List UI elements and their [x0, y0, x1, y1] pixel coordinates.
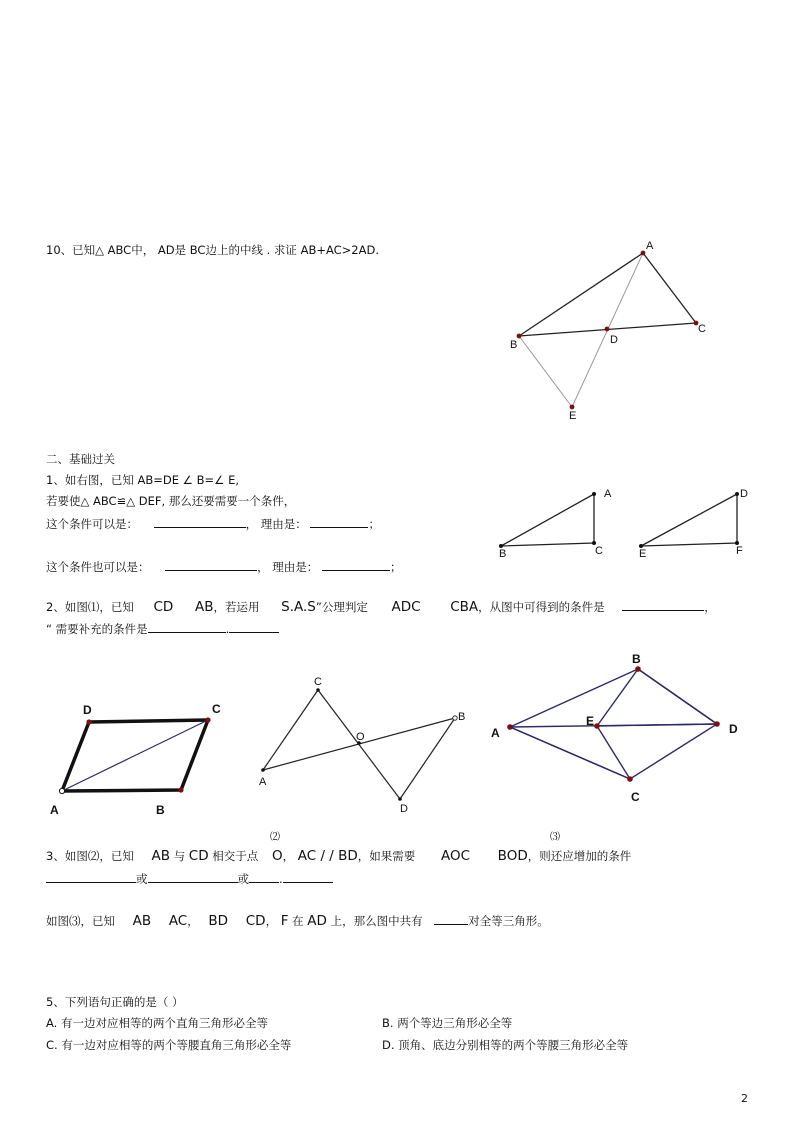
- point-a: [261, 768, 265, 772]
- fig2-label-a: A: [259, 776, 267, 788]
- q1-label-a: A: [604, 488, 612, 500]
- q1-figure-abc: [499, 492, 596, 548]
- q2-dot: .: [225, 622, 230, 636]
- q4-ad: AD: [307, 913, 327, 929]
- q4-ab: AB: [132, 913, 152, 929]
- fig1-parallelogram: [59, 717, 210, 793]
- fig3-caption: ⑶: [550, 832, 560, 843]
- q10-label-c: C: [698, 323, 706, 335]
- fig2-bowtie: [261, 688, 457, 801]
- segment-ce: [597, 726, 630, 779]
- q2-axiom: ”公理判定: [315, 600, 368, 614]
- point-d: [735, 492, 739, 496]
- q2-cba: CBA: [450, 599, 479, 615]
- point-a: [59, 788, 64, 793]
- q1-line4-end: ；: [389, 560, 402, 574]
- q3-end-dot: .: [279, 872, 283, 886]
- q10-label-e: E: [569, 410, 577, 422]
- q3-blank-4[interactable]: [283, 870, 333, 883]
- q4-prefix: 如图⑶，已知: [46, 914, 115, 928]
- q3-comma: ，: [282, 849, 295, 863]
- q3-or-1: 或: [136, 872, 148, 886]
- q3-blank-3[interactable]: [249, 870, 279, 883]
- fig1-label-c: C: [212, 702, 221, 716]
- q2-using: ，若运用: [213, 600, 260, 614]
- q4-comma-1: ，: [187, 914, 199, 928]
- q10-label-b: B: [510, 339, 518, 351]
- point-b: [517, 334, 522, 339]
- q4-on: 在: [292, 914, 304, 928]
- q4-line: [46, 912, 549, 929]
- point-d: [714, 721, 720, 727]
- q2-line2: [46, 620, 279, 637]
- q2-known: ，从图中可得到的条件是: [478, 600, 605, 614]
- segment-ac: [263, 690, 318, 770]
- q2-blank-3[interactable]: [229, 620, 279, 633]
- fig3-label-e: E: [586, 714, 595, 728]
- fig3-label-d: D: [729, 722, 738, 736]
- q4-comma-2: ，: [265, 914, 278, 928]
- q4-bd: BD: [208, 913, 229, 929]
- q4-total: 上，那么图中共有: [330, 914, 423, 928]
- q2-prefix: 2、如图⑴，已知: [46, 600, 134, 614]
- triangle-abc: [501, 494, 594, 546]
- point-b: [635, 666, 641, 672]
- fig2-caption: ⑵: [270, 832, 280, 843]
- q3-acbd: AC / / BD: [297, 848, 358, 864]
- segment-ed: [597, 724, 717, 726]
- q5-option-c: C. 有一边对应相等的两个等腰直角三角形必全等: [46, 1038, 292, 1052]
- page-number: 2: [741, 1092, 748, 1105]
- q3-blank-2[interactable]: [148, 870, 238, 883]
- q2-blank-2[interactable]: [148, 620, 226, 633]
- point-b: [453, 716, 457, 720]
- q1-line4-reason: ， 理由是：: [257, 560, 319, 574]
- q2-comma: ，: [704, 600, 716, 614]
- point-c: [205, 717, 210, 722]
- segment-ac: [643, 253, 696, 323]
- q1-line4: [46, 558, 401, 575]
- fig3-label-b: B: [632, 652, 641, 666]
- q1-line2: 若要使△ ABC≌△ DEF, 那么还要需要一个条件，: [46, 494, 296, 508]
- q5-stem: 5、下列语句正确的是（ ）: [46, 995, 184, 1009]
- q1-line3-end: ；: [368, 517, 380, 531]
- q3-line1: [46, 848, 631, 864]
- point-c: [627, 776, 633, 782]
- point-d: [398, 797, 402, 801]
- fig3-label-c: C: [631, 790, 640, 804]
- point-d: [605, 327, 610, 332]
- q4-end: 对全等三角形。: [468, 914, 549, 928]
- q5-option-d: D. 顶角、底边分别相等的两个等腰三角形必全等: [382, 1038, 629, 1052]
- q1-label-f: F: [736, 545, 743, 557]
- q1-label-e: E: [639, 548, 647, 560]
- q3-or-2: 或: [237, 872, 249, 886]
- point-b: [178, 787, 183, 792]
- q10-label-a: A: [646, 240, 654, 252]
- q10-figure: [517, 251, 699, 410]
- q3-add: ，则还应增加的条件: [527, 849, 632, 863]
- q2-blank-1[interactable]: [622, 598, 704, 611]
- q3-prefix: 3、如图⑵，已知: [46, 849, 134, 863]
- fig2-label-o: O: [356, 731, 365, 743]
- q3-cd: CD: [188, 848, 209, 864]
- q1-label-d: D: [740, 488, 748, 500]
- q3-line2: [46, 870, 333, 887]
- fig1-label-d: D: [83, 703, 92, 717]
- q1-blank-1[interactable]: [154, 515, 246, 528]
- point-a: [592, 492, 596, 496]
- section-heading: 二、基础过关: [46, 452, 115, 466]
- segment-ac: [510, 727, 630, 779]
- q2-ab: AB: [194, 599, 214, 615]
- q3-ifneed: ，如果需要: [357, 849, 416, 863]
- point-a: [507, 724, 513, 730]
- fig1-label-a: A: [50, 803, 59, 817]
- point-d: [86, 719, 91, 724]
- fig3-label-a: A: [491, 726, 500, 740]
- q1-blank-2[interactable]: [310, 515, 368, 528]
- q2-adc: ADC: [391, 599, 421, 615]
- q4-blank[interactable]: [434, 912, 468, 925]
- point-e: [570, 405, 575, 410]
- segment-be: [519, 336, 572, 407]
- triangle-def: [641, 494, 737, 546]
- point-e: [594, 723, 600, 729]
- q2-cd: CD: [153, 599, 174, 615]
- q1-blank-3[interactable]: [165, 558, 257, 571]
- q1-figure-def: [639, 492, 739, 548]
- q1-line3-reason: ， 理由是：: [245, 517, 307, 531]
- q4-f: F: [280, 913, 289, 929]
- q3-aoc: AOC: [440, 848, 471, 864]
- fig3-kite: [507, 666, 720, 782]
- fig2-label-d: D: [400, 803, 408, 815]
- q3-and: 与: [173, 849, 186, 863]
- q5-option-a: A. 有一边对应相等的两个直角三角形必全等: [46, 1016, 268, 1030]
- fig2-label-c: C: [314, 676, 322, 688]
- point-c: [316, 688, 320, 692]
- q1-label-c: C: [595, 545, 603, 557]
- q10-text: 10、已知△ ABC中， AD是 BC边上的中线 . 求证 AB+AC>2AD.: [46, 243, 380, 257]
- q1-line1: 1、如右图，已知 AB=DE ∠ B=∠ E,: [46, 473, 240, 487]
- q10-label-d: D: [610, 334, 618, 346]
- q1-line4-prefix: 这个条件也可以是：: [46, 560, 150, 574]
- q4-ac: AC: [168, 913, 188, 929]
- fig2-label-b: B: [458, 711, 466, 723]
- q1-label-b: B: [499, 548, 507, 560]
- q4-cd: CD: [245, 913, 266, 929]
- q1-line3-prefix: 这个条件可以是：: [46, 517, 138, 531]
- q1-line3: [46, 515, 380, 532]
- q2-line1: [46, 598, 716, 615]
- point-a: [641, 251, 646, 256]
- q2-supplement: “ 需要补充的条件是: [46, 622, 148, 636]
- fig1-label-b: B: [156, 803, 165, 817]
- q5-option-b: B. 两个等边三角形必全等: [382, 1016, 513, 1030]
- q3-intersect: 相交于点: [212, 849, 259, 863]
- q3-blank-1[interactable]: [46, 870, 136, 883]
- q3-bod: BOD: [497, 848, 528, 864]
- q2-sas: S.A.S: [281, 599, 316, 615]
- q3-ab: AB: [151, 848, 170, 864]
- q3-o: O: [271, 848, 283, 864]
- q1-blank-4[interactable]: [322, 558, 390, 571]
- segment-bd: [638, 669, 717, 724]
